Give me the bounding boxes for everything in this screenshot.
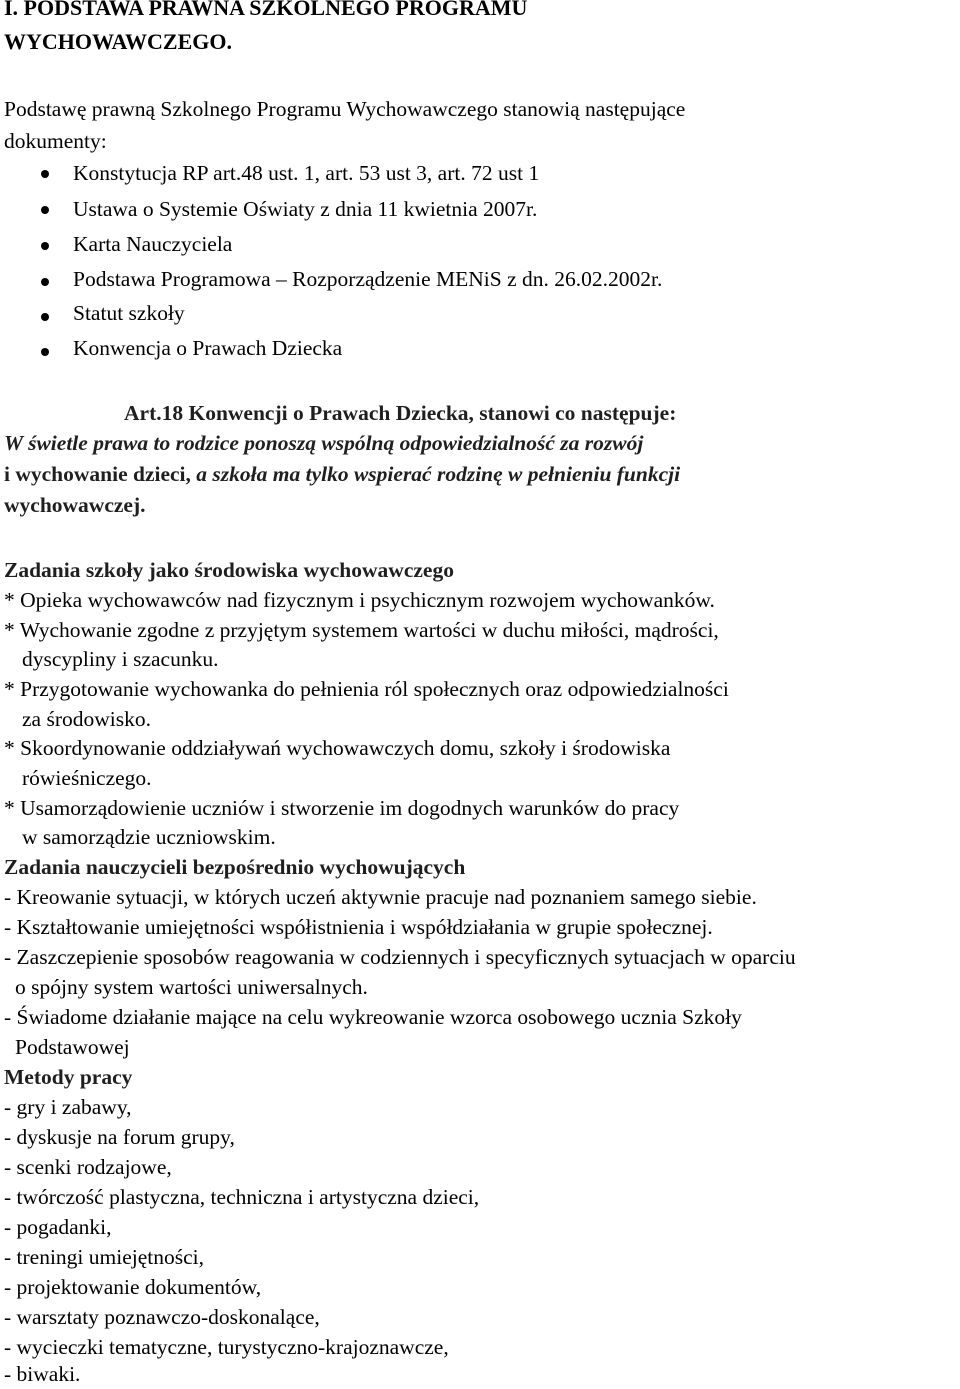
method-item: - dyskusje na forum grupy, xyxy=(4,1125,235,1149)
school-task-line: * Przygotowanie wychowanka do pełnienia ról społecznych oraz odpowiedzialności xyxy=(4,677,729,701)
teacher-task-line: - Zaszczepienie sposobów reagowania w codziennych i specyficznych sytuacjach w oparciu xyxy=(4,945,796,969)
teacher-task-line: - Kształtowanie umiejętności współistnienia i współdziałania w grupie społecznej. xyxy=(4,915,713,939)
teacher-tasks-heading: Zadania nauczycieli bezpośrednio wychowujących xyxy=(4,855,466,879)
school-task-line: w samorządzie uczniowskim. xyxy=(22,825,276,849)
intro-line-2: dokumenty: xyxy=(4,129,107,153)
teacher-task-line: - Świadome działanie mające na celu wykreowanie wzorca osobowego ucznia Szkoły xyxy=(4,1005,742,1029)
teacher-task-line: Podstawowej xyxy=(15,1035,130,1059)
bullet-icon xyxy=(41,242,49,250)
school-task-line: * Opieka wychowawców nad fizycznym i psychicznym rozwojem wychowanków. xyxy=(4,588,715,612)
article-heading: Art.18 Konwencji o Prawach Dziecka, stanowi co następuje: xyxy=(124,401,677,425)
teacher-task-line: o spójny system wartości uniwersalnych. xyxy=(15,975,368,999)
school-task-line: za środowisko. xyxy=(22,707,151,731)
method-item: - twórczość plastyczna, techniczna i artystyczna dzieci, xyxy=(4,1185,480,1209)
bullet-icon xyxy=(41,348,49,356)
methods-heading: Metody pracy xyxy=(4,1065,133,1089)
bullet-icon xyxy=(41,206,49,214)
method-item: - pogadanki, xyxy=(4,1215,112,1239)
method-item: - warsztaty poznawczo-doskonalące, xyxy=(4,1305,320,1329)
method-item: - wycieczki tematyczne, turystyczno-krajoznawcze, xyxy=(4,1335,449,1359)
method-item: - scenki rodzajowe, xyxy=(4,1155,172,1179)
method-item: - biwaki. xyxy=(4,1362,81,1386)
method-item: - projektowanie dokumentów, xyxy=(4,1275,262,1299)
method-item: - gry i zabawy, xyxy=(4,1095,132,1119)
teacher-task-line: - Kreowanie sytuacji, w których uczeń aktywnie pracuje nad poznaniem samego siebie. xyxy=(4,885,757,909)
section-heading-line-2: WYCHOWAWCZEGO. xyxy=(4,29,232,54)
bullet-icon xyxy=(41,313,49,321)
school-task-line: dyscypliny i szacunku. xyxy=(22,647,219,671)
school-task-line: * Wychowanie zgodne z przyjętym systemem wartości w duchu miłości, mądrości, xyxy=(4,618,719,642)
document-list-item: Karta Nauczyciela xyxy=(73,232,233,256)
bullet-icon xyxy=(41,170,49,178)
intro-line-1: Podstawę prawną Szkolnego Programu Wychowawczego stanowią następujące xyxy=(4,97,686,121)
document-list-item: Statut szkoły xyxy=(73,301,185,325)
article-quote-line-3: wychowawczej. xyxy=(4,493,146,517)
method-item: - treningi umiejętności, xyxy=(4,1245,205,1269)
school-tasks-heading: Zadania szkoły jako środowiska wychowawczego xyxy=(4,558,454,582)
bullet-icon xyxy=(41,278,49,286)
section-heading-line-1: I. PODSTAWA PRAWNA SZKOLNEGO PROGRAMU xyxy=(4,0,528,20)
school-task-line: * Usamorządowienie uczniów i stworzenie im dogodnych warunków do pracy xyxy=(4,796,680,820)
document-list-item: Konstytucja RP art.48 ust. 1, art. 53 ust 3, art. 72 ust 1 xyxy=(73,161,540,185)
school-task-line: * Skoordynowanie oddziaływań wychowawczych domu, szkoły i środowiska xyxy=(4,736,671,760)
document-list-item: Ustawa o Systemie Oświaty z dnia 11 kwietnia 2007r. xyxy=(73,197,538,221)
document-list-item: Konwencja o Prawach Dziecka xyxy=(73,336,343,360)
article-quote-line-1: W świetle prawa to rodzice ponoszą wspólną odpowiedzialność za rozwój xyxy=(4,431,644,455)
document-list-item: Podstawa Programowa – Rozporządzenie MENiS z dn. 26.02.2002r. xyxy=(73,267,663,291)
article-quote-line-2: i wychowanie dzieci, a szkoła ma tylko wspierać rodzinę w pełnieniu funkcji xyxy=(4,462,681,486)
school-task-line: rówieśniczego. xyxy=(22,766,152,790)
